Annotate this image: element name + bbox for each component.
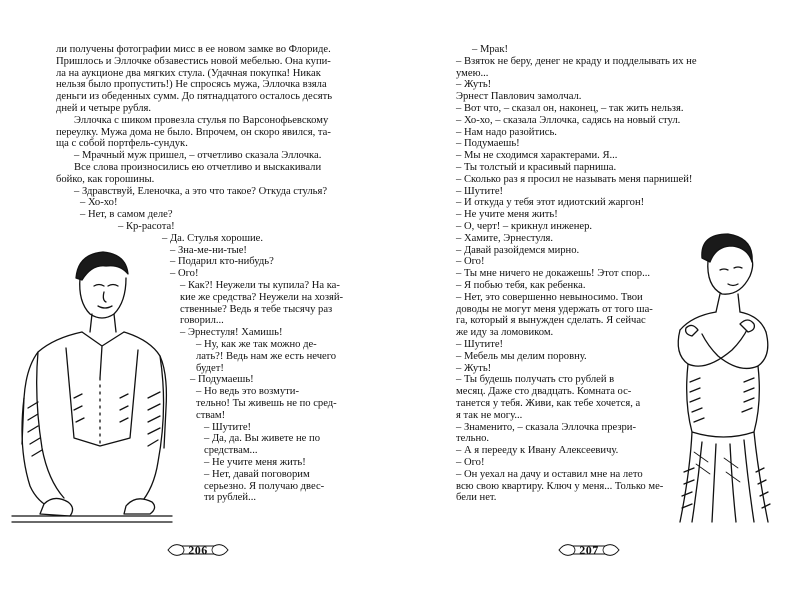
text-line: бойко, как горошины. [56, 173, 155, 185]
text-line: умею... [456, 67, 489, 79]
text-line: – Шутите! [204, 421, 252, 433]
text-line: нельзя было пропустить!) Не спросясь мужа, Эллочка взяла [56, 79, 327, 91]
page-number-text: 207 [579, 543, 599, 557]
text-line: тельно! Ты живешь не по сред- [196, 398, 337, 409]
left-page [0, 0, 395, 600]
text-line: – Сколько раз я просил не называть меня парнишей! [456, 173, 693, 185]
text-line: тельно. [456, 433, 490, 445]
text-line: доводы не могут меня удержать от того ша- [456, 303, 653, 315]
man-illustration [8, 248, 176, 526]
text-line: же иду за ломовиком. [456, 327, 554, 339]
text-line: ща с собой портфель-сундук. [56, 138, 188, 150]
text-line: ла на аукционе два мягких стула. (Удачная покупка! Никак [56, 67, 321, 79]
text-line: – Но ведь это возмути- [196, 386, 299, 398]
text-line: – Жуть! [456, 79, 492, 91]
text-line: – Ого! [456, 256, 485, 268]
text-line: деньги из обеденных сумм. До пятнадцатого осталось десять [56, 91, 333, 103]
text-line: – Нет, давай поговорим [204, 468, 310, 480]
text-line: – Подарил кто-нибудь? [170, 256, 274, 268]
text-line: говорил... [180, 315, 224, 327]
text-line: месяц. Даже сто двадцать. Комната ос- [456, 386, 632, 398]
text-line: кие же средства? Неужели на хозяй- [180, 291, 344, 303]
text-line: – Нам надо разойтись. [456, 126, 557, 138]
text-line: – Взяток не беру, денег не краду и подделывать их не [456, 55, 697, 67]
text-line: – Да, да. Вы живете не по [204, 433, 320, 445]
text-line: ти рублей... [204, 492, 256, 504]
text-line: – Нет, в самом деле? [80, 209, 173, 221]
text-line: я так не могу... [456, 409, 523, 421]
text-line: – Вот что, – сказал он, наконец, – так жить нельзя. [456, 103, 684, 114]
text-line: га, который я вынужден сделать. Я сейчас [456, 315, 646, 327]
text-line: – Мрачный муж пришел, – отчетливо сказала Эллочка. [74, 150, 322, 162]
text-line: – Я побью тебя, как ребенка. [456, 280, 586, 291]
text-line: – Шутите! [456, 339, 504, 350]
text-line: – Подумаешь! [456, 138, 520, 150]
text-line: – Знаменито, – сказала Эллочка презри- [456, 421, 636, 433]
woman-illustration [632, 232, 782, 528]
text-line: дней и четыре рубля. [56, 103, 152, 114]
text-line: средствам... [204, 445, 258, 457]
text-line: – Нет, это совершенно невыносимо. Твои [456, 291, 643, 303]
text-line: – Не учите меня жить! [204, 457, 306, 468]
text-line: – Ты толстый и красивый парниша. [456, 162, 617, 173]
text-line: – И откуда у тебя этот идиотский жаргон! [456, 197, 645, 209]
text-line: – Не учите меня жить! [456, 209, 558, 221]
right-page [396, 0, 791, 600]
text-line: переулку. Мужа дома не было. Впрочем, он скоро явился, та- [56, 126, 331, 138]
text-line: ствам! [196, 409, 226, 421]
text-line: – Мы не сходимся характерами. Я... [456, 150, 618, 162]
text-line: – Здравствуй, Еленочка, а это что такое? Откуда стулья? [74, 185, 328, 197]
text-line: – Как?! Неужели ты купила? На ка- [180, 280, 340, 291]
text-line: – Да. Стулья хорошие. [162, 232, 264, 244]
text-line: ли получены фотографии мисс в ее новом замке во Флориде. [56, 44, 331, 55]
text-line: – Хо-хо, – сказала Эллочка, садясь на новый стул. [456, 114, 681, 126]
text-line: – Ого! [456, 457, 485, 468]
text-line: – Жуть! [456, 362, 492, 374]
text-line: – Эрнестуля! Хамишь! [180, 327, 283, 339]
text-line: танется у тебя. Живи, как тебе хочется, а [456, 398, 641, 409]
text-line: – Ну, как же так можно де- [196, 339, 317, 350]
text-line: – Давай разойдемся мирно. [456, 244, 580, 256]
text-line: Пришлось и Эллочке обзавестись новой мебелью. Она купи- [56, 55, 331, 67]
text-line: лать?! Ведь нам же есть нечего [196, 350, 337, 362]
text-line: – Хамите, Эрнестуля. [456, 232, 554, 244]
text-line: Все слова произносились ею отчетливо и выскакивали [74, 162, 322, 173]
text-line: серьезно. Я получаю двес- [204, 480, 325, 492]
text-line: Эллочка с шиком провезла стулья по Варсонофьевскому [74, 114, 329, 126]
text-line: – Он уехал на дачу и оставил мне на лето [456, 468, 643, 480]
page-number-right [557, 540, 621, 560]
text-line: – А я перееду к Ивану Алексеевичу. [456, 445, 619, 457]
text-line: – Кр-расота! [118, 221, 175, 232]
text-line: – Ты будешь получать сто рублей в [456, 374, 615, 386]
text-line: – Хо-хо! [80, 197, 118, 209]
text-line: – Мрак! [472, 44, 509, 55]
text-line: – О, черт! – крикнул инженер. [456, 221, 593, 232]
text-line: ственные? Ведь я тебе тысячу раз [180, 303, 333, 315]
text-line: всю свою квартиру. Ключ у меня... Только ме- [456, 480, 664, 492]
text-line: – Ты мне ничего не докажешь! Этот спор... [456, 268, 651, 280]
text-line: – Ого! [170, 268, 199, 280]
text-line: – Подумаешь! [190, 374, 254, 386]
text-line: бели нет. [456, 492, 497, 504]
text-line: – Зна-ме-ни-тые! [170, 244, 247, 256]
text-line: Эрнест Павлович замолчал. [456, 91, 582, 103]
text-line: – Шутите! [456, 185, 504, 197]
text-line: будет! [196, 362, 224, 374]
page-number-left [166, 540, 230, 560]
page-number-text: 206 [188, 543, 208, 557]
text-line: – Мебель мы делим поровну. [456, 350, 587, 362]
